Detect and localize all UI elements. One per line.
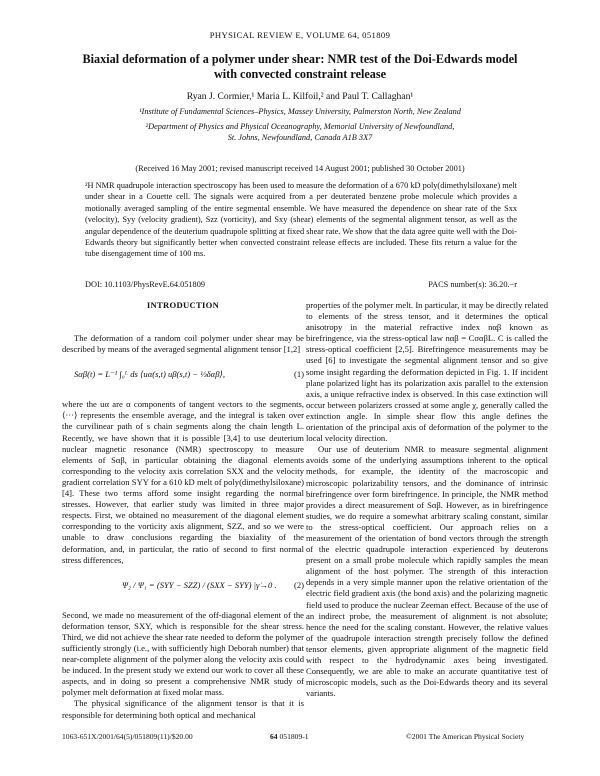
title-line-1: Biaxial deformation of a polymer under shear: NMR test of the Doi-Edwards model [82,52,518,66]
equation-1-expression: Sαβ(t) = L⁻¹ ∫₀ᴸ ds ⟨uα(s,t) uβ(s,t) − ⅓δαβ⟩, [74,369,225,380]
paragraph: The physical significance of the alignment tensor is that it is responsible for determining both optical and mechanical [62,698,304,720]
footer-page: 051809-1 [277,732,309,741]
paragraph: Second, we made no measurement of the off-diagonal element of the deformation tensor, SXY, which is responsible for the shear stress. Third, we did not achieve the shear rate needed to deform the polymer sufficiently strongly (i.e., with sufficiently high Deborah number) that near-complete alignment of the polymer along the velocity axis could be induced. In the present study we extend our work to cover all these aspects, and in doing so present a comprehensive NMR study of polymer melt deformation at fixed molar mass. [62,609,304,698]
footer-page-number [270,732,309,741]
paragraph: properties of the polymer melt. In particular, it may be directly related to elements of the stress tensor, and it determines the optical anisotropy in the material refractive index nαβ known as birefringence, via the stress-optical law nαβ = CσαβL. C is called the stress-optical coefficient [2,5]. Birefringence measurements may be used [6] to investigate the segmental alignment tensor and so give some insight regarding the deformation depicted in Fig. 1. If incident plane polarized light has its polarization axis parallel to the extension axis, a unique refractive index is observed. In this case extinction will occur between polarizers crossed at some angle χ, generally called the extinction angle. In simple shear flow this angle defines the orientation of the principal axis of deformation of the polymer to the local velocity direction. [306,300,548,444]
abstract: ²H NMR quadrupole interaction spectroscopy has been used to measure the deformation of a 670 kD poly(dimethylsiloxane) melt under shear in a Couette cell. The signals were acquired from a per deuterated benzene probe molecule which provides a motionally averaged sampling of the entire segmental ensemble. We have measured the dependence on shear rate of the Sxx (velocity), Syy (velocity gradient), Szz (vorticity), and Sxy (shear) elements of the segmental alignment tensor, as well as the angular dependence of the deuterium quadrupole splitting at fixed shear rate. We show that the data agree quite well with the Doi-Edwards theory but significantly better when convected constraint release effects are included. These fits return a value for the tube disengagement time of 100 ms. [85,181,517,259]
publication-dates: (Received 16 May 2001; revised manuscript received 14 August 2001; published 30 October 2001) [135,164,465,173]
title-line-2: with convected constraint release [213,67,387,81]
pacs-numbers: PACS number(s): 36.20.−r [428,280,517,289]
paragraph: Our use of deuterium NMR to measure segmental alignment avoids some of the underlying assumptions inherent to the optical methods, for example, the identity of the macroscopic and microscopic polarizability tensors, and the dominance of intrinsic birefringence over form birefringence. In principle, the NMR method provides a direct measurement of Sαβ. However, as in birefringence studies, we do require a somewhat arbitrary scaling constant, similar to the stress-optical coefficient. Our approach relies on a measurement of the orientation of bond vectors through the strength of the electric quadrupole interaction experienced by deuterons present on a small probe molecule which rapidly samples the mean alignment of the host polymer. The strength of this interaction depends in a very simple manner upon the relative orientation of the electric field gradient axis (the bond axis) and the polarizing magnetic field used to produce the nuclear Zeeman effect. Because of the use of an indirect probe, the measurement of alignment is not absolute; hence the need for the scaling constant. However, the relative values of the quadrupole interaction strength precisely follow the defined tensor elements, given appropriate alignment of the magnetic field with respect to the hydrodynamic axes being investigated. Consequently, we are able to make an accurate quantitative test of microscopic models, such as the Doi-Edwards theory and its several variants. [306,444,548,699]
footer-issn: 1063-651X/2001/64(5)/051809(11)/$20.00 [62,732,193,741]
doi[interactable]: DOI: 10.1103/PhysRevE.64.051809 [85,280,205,289]
affiliation-2-line-1: ²Department of Physics and Physical Oceanography, Memorial University of Newfoundland, [145,122,455,131]
equation-1-number: (1) [293,369,304,380]
author-list: Ryan J. Cormier,¹ Maria L. Kilfoil,² and Paul T. Callaghan¹ [186,91,414,102]
affiliation-2-line-2: St. Johns, Newfoundland, Canada A1B 3X7 [227,133,373,142]
equation-2-expression: Ψ₂ / Ψ₁ = (SYY − SZZ) / (SXX − SYY) |γ̇→0 . [122,579,277,590]
equation-1 [62,363,304,391]
affiliation-1: ¹Institute of Fundamental Sciences–Physics, Massey University, Palmerston North, New Zealand [139,107,461,116]
paragraph: where the uα are α components of tangent vectors to the segments, ⟨···⟩ represents the ensemble average, and the integral is taken over the curvilinear path of s chain segments along the chain length L. Recently, we have shown that it is possible [3,4] to use deuterium nuclear magnetic resonance (NMR) spectroscopy to measure elements of Sαβ, in particular obtaining the diagonal elements corresponding to the velocity axis correlation SXX and the velocity gradient correlation SYY for a 610 kD melt of poly(dimethylsiloxane) [4]. These two terms afford some insight regarding the normal stresses. However, that earlier study was limited in three major respects. First, we obtained no measurement of the diagonal element corresponding to the vorticity axis alignment, SZZ, and so we were unable to draw conclusions regarding the biaxiality of the deformation, and, in particular, the ratio of second to first normal stress differences, [62,399,304,565]
equation-2-number: (2) [293,579,304,590]
section-title-introduction: INTRODUCTION [146,300,220,310]
equation-2 [62,574,304,602]
right-column [306,300,548,699]
paper-title [60,52,540,82]
journal-header: PHYSICAL REVIEW E, VOLUME 64, 051809 [209,30,391,40]
paragraph: The deformation of a random coil polymer under shear may be described by means of the averaged segmental alignment tensor [1,2] [62,333,304,355]
footer-volume: 64 [270,732,278,741]
footer-copyright: ©2001 The American Physical Society [406,732,525,741]
left-column [62,300,304,721]
doi-line [85,280,517,289]
